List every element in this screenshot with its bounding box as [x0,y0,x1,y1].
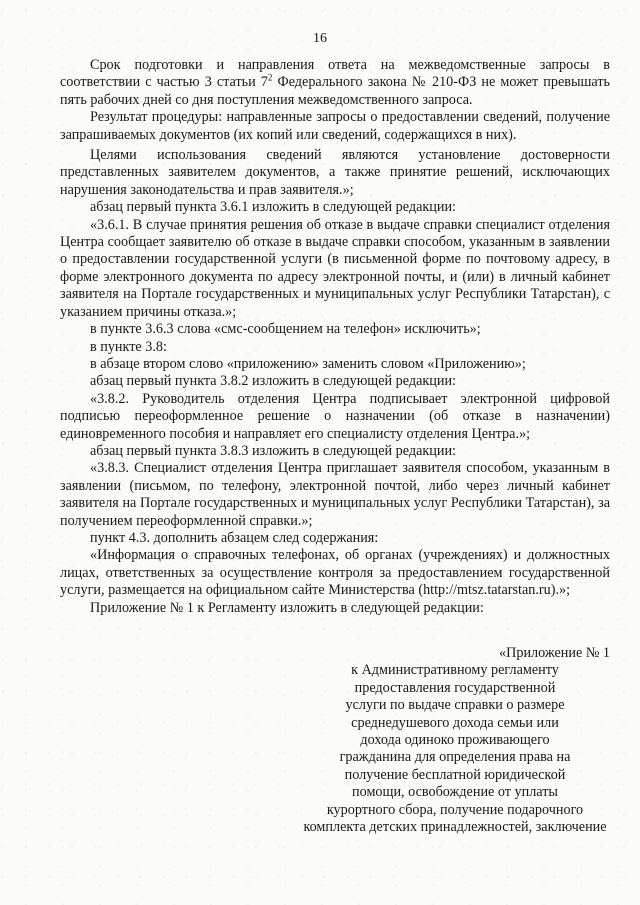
paragraph-3-6-1-text: «3.6.1. В случае принятия решения об отказе в выдаче справки специалист отделения Центра сообщает заявителю об отказе в выдаче справки способом, указанным в заявлении о предоставлении государственной услуги (в письменной форме по почтовому адресу, в форме электронного документа по адресу электронной почты, и (или) в личный кабинет заявителя на Портале государственных и муниципальных услуг Республики Татарстан), с указанием причины отказа.»; [60,216,610,320]
appendix-line: получение бесплатной юридической [344,766,566,783]
paragraph-inquiry-deadline: Срок подготовки и направления ответа на межведомственные запросы в соответствии с частью 3 статьи $7^2$ Федерального закона № 210-ФЗ не может превышать пять рабочих дней со дня поступления межведомственного запроса. [60,57,610,108]
appendix-line: дохода одиноко проживающего [360,732,550,749]
paragraph-3-8-3-text: «3.8.3. Специалист отделения Центра приглашает заявителя способом, указанным в заявлении (письмом, по телефону, электронной почтой, либо через личный кабинет заявителя на Портале государственных и муниципальных услуг Республики Татарстан), за получением переоформленной справки.»; [60,460,610,529]
appendix-line: к Административному регламенту [351,662,559,679]
paragraph-usage-goals: Целями использования сведений являются установление достоверности представленных заявителем документов, а также принятие решений, исключающих нарушения законодательства и прав заявителя.»; [60,147,610,198]
appendix-line: гражданина для определения права на [339,749,571,766]
paragraph-replace-word: в абзаце втором слово «приложению» заменить словом «Приложению»; [90,355,526,372]
appendix-line: услуги по выдаче справки о размере [345,697,565,714]
paragraph-4-3-text: «Информация о справочных телефонах, об органах (учреждениях) и должностных лицах, ответственных за осуществление контроля за предоставлением государственной услуги, размещается на официальном сайте Министерства (http://mtsz.tatarstan.ru).»; [60,547,610,599]
appendix-line: помощи, освобождение от уплаты [352,784,558,801]
paragraph-edit-3-8-2: абзац первый пункта 3.8.2 изложить в следующей редакции: [90,373,456,390]
page-number: 16 [313,31,327,46]
appendix-line: предоставления государственной [354,679,556,696]
appendix-header-block [280,645,610,836]
article-superscript: 2 [267,72,273,83]
paragraph-edit-3-8-3: абзац первый пункта 3.8.3 изложить в следующей редакции: [90,442,456,459]
paragraph-3-8-2-text: «3.8.2. Руководитель отделения Центра подписывает электронной цифровой подписью переоформленное решение о назначении (об отказе в назначении) единовременного пособия и направляет его специалисту отделения Центра.»; [60,390,610,442]
appendix-line: среднедушевого дохода семьи или [351,714,559,731]
document-body [60,57,610,617]
appendix-heading: «Приложение № 1 [499,645,610,661]
appendix-line: курортного сбора, получение подарочного [326,801,584,818]
paragraph-edit-3-6-1: абзац первый пункта 3.6.1 изложить в следующей редакции: [90,199,456,216]
paragraph-edit-4-3: пункт 4.3. дополнить абзацем след содержания: [90,529,379,546]
paragraph-section-3-8: в пункте 3.8: [90,338,167,355]
appendix-line: комплекта детских принадлежностей, заключение [303,819,607,836]
paragraph-edit-3-6-3: в пункте 3.6.3 слова «смс-сообщением на телефон» исключить»; [90,321,481,338]
paragraph-procedure-result: Результат процедуры: направленные запросы о предоставлении сведений, получение запрашиваемых документов (их копий или сведений, содержащихся в них). [60,109,610,143]
paragraph-appendix-intro: Приложение № 1 к Регламенту изложить в следующей редакции: [90,599,484,616]
